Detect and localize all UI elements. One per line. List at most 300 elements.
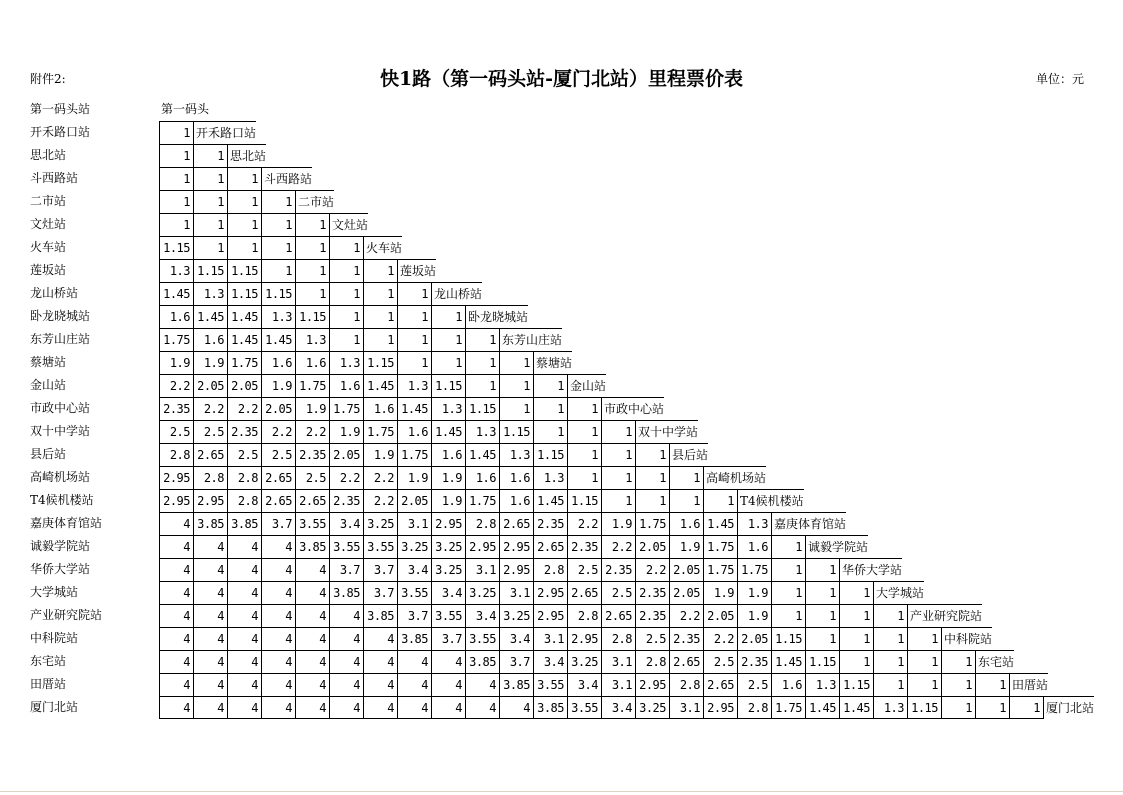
fare-cell: 4 <box>295 581 329 604</box>
fare-cell: 1.3 <box>329 351 363 374</box>
fare-cell: 2.65 <box>499 512 533 535</box>
fare-cell: 1 <box>941 696 975 719</box>
fare-cell: 1 <box>261 236 295 259</box>
fare-cell: 2.35 <box>329 489 363 512</box>
fare-cell: 2.95 <box>533 604 567 627</box>
fare-cell: 1.75 <box>159 328 193 351</box>
fare-cell: 2.5 <box>159 420 193 443</box>
fare-cell: 1.3 <box>431 397 465 420</box>
fare-cell: 2.2 <box>567 512 601 535</box>
fare-cell: 4 <box>193 696 227 719</box>
diagonal-station-label: 东宅站 <box>975 650 1014 673</box>
fare-cell: 2.35 <box>533 512 567 535</box>
fare-cell: 1 <box>873 673 907 696</box>
fare-cell: 1 <box>193 144 227 167</box>
fare-cell: 3.85 <box>533 696 567 719</box>
fare-cell: 2.65 <box>567 581 601 604</box>
fare-cell: 3.4 <box>431 581 465 604</box>
fare-cell: 1 <box>227 190 261 213</box>
fare-cell: 2.35 <box>295 443 329 466</box>
diagonal-station-label: 文灶站 <box>329 213 368 236</box>
fare-cell: 2.2 <box>635 558 669 581</box>
fare-cell: 1 <box>431 328 465 351</box>
fare-cell: 4 <box>159 696 193 719</box>
fare-cell: 1.3 <box>193 282 227 305</box>
fare-cell: 1 <box>193 190 227 213</box>
fare-cell: 1 <box>771 535 805 558</box>
row-station-label: 思北站 <box>30 148 67 162</box>
fare-cell: 1.75 <box>635 512 669 535</box>
fare-cell: 1.9 <box>329 420 363 443</box>
fare-cell: 1.9 <box>669 535 703 558</box>
fare-cell: 3.25 <box>431 558 465 581</box>
fare-cell: 2.05 <box>669 581 703 604</box>
diagonal-station-label: 高崎机场站 <box>703 466 766 489</box>
fare-cell: 2.8 <box>227 466 261 489</box>
row-station-label: 市政中心站 <box>30 401 91 415</box>
fare-cell: 1 <box>533 420 567 443</box>
fare-cell: 4 <box>193 627 227 650</box>
row-station-label: 金山站 <box>30 378 67 392</box>
fare-cell: 1.15 <box>499 420 533 443</box>
fare-cell: 2.2 <box>703 627 737 650</box>
fare-cell: 1.15 <box>805 650 839 673</box>
diagonal-station-label: 龙山桥站 <box>431 282 482 305</box>
fare-cell: 1.6 <box>669 512 703 535</box>
fare-cell: 1.9 <box>703 581 737 604</box>
diagonal-station-label: 莲坂站 <box>397 259 436 282</box>
fare-cell: 4 <box>193 581 227 604</box>
diagonal-station-label: 嘉庚体育馆站 <box>771 512 846 535</box>
fare-cell: 3.1 <box>601 673 635 696</box>
fare-cell: 3.55 <box>567 696 601 719</box>
row-station-label: 二市站 <box>30 194 67 208</box>
fare-cell: 4 <box>329 673 363 696</box>
fare-cell: 2.8 <box>669 673 703 696</box>
fare-cell: 3.1 <box>533 627 567 650</box>
fare-cell: 2.95 <box>431 512 465 535</box>
fare-cell: 2.8 <box>635 650 669 673</box>
fare-cell: 1 <box>159 190 193 213</box>
fare-cell: 1.9 <box>601 512 635 535</box>
fare-cell: 1.75 <box>363 420 397 443</box>
fare-cell: 2.2 <box>363 489 397 512</box>
fare-cell: 1.3 <box>295 328 329 351</box>
fare-cell: 1.45 <box>159 282 193 305</box>
fare-cell: 1 <box>465 351 499 374</box>
fare-cell: 1 <box>873 650 907 673</box>
fare-cell: 2.05 <box>261 397 295 420</box>
diagonal-station-label: 思北站 <box>227 144 266 167</box>
fare-cell: 4 <box>261 696 295 719</box>
fare-cell: 1.3 <box>873 696 907 719</box>
fare-cell: 2.65 <box>193 443 227 466</box>
fare-cell: 2.95 <box>567 627 601 650</box>
fare-cell: 3.55 <box>465 627 499 650</box>
fare-cell: 1.15 <box>533 443 567 466</box>
fare-cell: 2.5 <box>635 627 669 650</box>
fare-cell: 1 <box>805 558 839 581</box>
fare-cell: 1 <box>601 489 635 512</box>
fare-cell: 1 <box>465 328 499 351</box>
fare-cell: 2.05 <box>227 374 261 397</box>
fare-cell: 3.55 <box>363 535 397 558</box>
fare-cell: 2.5 <box>261 443 295 466</box>
fare-cell: 1 <box>159 213 193 236</box>
fare-cell: 1 <box>975 673 1009 696</box>
fare-cell: 2.65 <box>261 489 295 512</box>
diagonal-station-label: 火车站 <box>363 236 402 259</box>
fare-cell: 1.9 <box>737 581 771 604</box>
fare-cell: 2.2 <box>363 466 397 489</box>
fare-cell: 3.7 <box>397 604 431 627</box>
fare-cell: 4 <box>295 604 329 627</box>
fare-cell: 2.65 <box>601 604 635 627</box>
fare-cell: 1.6 <box>295 351 329 374</box>
diagonal-station-label: 田厝站 <box>1009 673 1048 696</box>
fare-cell: 3.25 <box>499 604 533 627</box>
fare-cell: 4 <box>227 581 261 604</box>
fare-cell: 2.65 <box>261 466 295 489</box>
fare-cell: 1.45 <box>363 374 397 397</box>
fare-cell: 4 <box>363 650 397 673</box>
fare-cell: 1.6 <box>737 535 771 558</box>
fare-cell: 1.45 <box>533 489 567 512</box>
fare-cell: 3.25 <box>635 696 669 719</box>
fare-cell: 2.65 <box>669 650 703 673</box>
fare-cell: 3.85 <box>227 512 261 535</box>
row-station-label: 火车站 <box>30 240 67 254</box>
fare-cell: 1 <box>329 236 363 259</box>
fare-cell: 3.25 <box>431 535 465 558</box>
fare-cell: 4 <box>295 650 329 673</box>
fare-cell: 1.75 <box>397 443 431 466</box>
fare-cell: 1.6 <box>193 328 227 351</box>
fare-cell: 2.95 <box>635 673 669 696</box>
fare-cell: 1.6 <box>771 673 805 696</box>
fare-cell: 1.3 <box>261 305 295 328</box>
fare-cell: 1 <box>669 489 703 512</box>
fare-cell: 1.3 <box>737 512 771 535</box>
diagonal-station-label: 中科院站 <box>941 627 992 650</box>
fare-cell: 3.4 <box>499 627 533 650</box>
fare-cell: 3.1 <box>397 512 431 535</box>
fare-cell: 3.85 <box>193 512 227 535</box>
fare-cell: 1 <box>193 236 227 259</box>
fare-cell: 4 <box>227 696 261 719</box>
fare-cell: 1 <box>227 236 261 259</box>
diagonal-station-label: 卧龙晓城站 <box>465 305 528 328</box>
fare-cell: 4 <box>363 627 397 650</box>
fare-cell: 1.6 <box>397 420 431 443</box>
fare-cell: 4 <box>261 535 295 558</box>
fare-cell: 4 <box>159 650 193 673</box>
fare-cell: 1 <box>295 282 329 305</box>
fare-cell: 2.95 <box>465 535 499 558</box>
row-station-label: 县后站 <box>30 447 67 461</box>
fare-cell: 4 <box>329 627 363 650</box>
fare-cell: 1.15 <box>295 305 329 328</box>
fare-cell: 1 <box>397 305 431 328</box>
fare-cell: 1 <box>567 397 601 420</box>
fare-cell: 1 <box>533 374 567 397</box>
row-station-label: 高崎机场站 <box>30 470 91 484</box>
fare-cell: 2.8 <box>193 466 227 489</box>
fare-cell: 2.2 <box>227 397 261 420</box>
row-station-label: 华侨大学站 <box>30 562 91 576</box>
fare-cell: 4 <box>227 604 261 627</box>
fare-cell: 1 <box>465 374 499 397</box>
fare-cell: 1 <box>941 650 975 673</box>
fare-cell: 4 <box>159 673 193 696</box>
fare-cell: 2.8 <box>465 512 499 535</box>
fare-cell: 1 <box>907 673 941 696</box>
fare-cell: 1.3 <box>397 374 431 397</box>
unit-label: 单位：元 <box>1036 72 1085 86</box>
row-station-label: T4候机楼站 <box>30 493 94 507</box>
fare-cell: 4 <box>397 673 431 696</box>
fare-cell: 1.3 <box>805 673 839 696</box>
fare-cell: 4 <box>261 627 295 650</box>
fare-cell: 1 <box>329 328 363 351</box>
fare-cell: 1 <box>363 328 397 351</box>
fare-cell: 2.8 <box>227 489 261 512</box>
fare-cell: 1.45 <box>193 305 227 328</box>
fare-cell: 1.6 <box>465 466 499 489</box>
fare-cell: 2.5 <box>737 673 771 696</box>
fare-cell: 1 <box>499 351 533 374</box>
diagonal-station-label: 东芳山庄站 <box>499 328 562 351</box>
fare-cell: 4 <box>261 581 295 604</box>
fare-cell: 1.9 <box>261 374 295 397</box>
fare-cell: 4 <box>261 673 295 696</box>
fare-cell: 1.6 <box>499 466 533 489</box>
fare-cell: 2.05 <box>193 374 227 397</box>
fare-cell: 1.9 <box>295 397 329 420</box>
fare-cell: 1 <box>431 305 465 328</box>
fare-cell: 3.55 <box>397 581 431 604</box>
fare-cell: 2.05 <box>737 627 771 650</box>
fare-cell: 1.9 <box>431 489 465 512</box>
fare-cell: 4 <box>431 673 465 696</box>
row-station-label: 斗西路站 <box>30 171 79 185</box>
fare-cell: 2.95 <box>499 535 533 558</box>
fare-cell: 2.05 <box>397 489 431 512</box>
fare-cell: 4 <box>397 650 431 673</box>
fare-cell: 1.75 <box>465 489 499 512</box>
fare-cell: 1 <box>567 420 601 443</box>
diagonal-station-label: 双十中学站 <box>635 420 698 443</box>
fare-cell: 3.4 <box>601 696 635 719</box>
fare-cell: 1 <box>771 558 805 581</box>
fare-cell: 1 <box>567 443 601 466</box>
fare-cell: 1.6 <box>431 443 465 466</box>
fare-cell: 2.2 <box>159 374 193 397</box>
row-station-label: 开禾路口站 <box>30 125 91 139</box>
fare-cell: 1.45 <box>805 696 839 719</box>
fare-cell: 1.9 <box>431 466 465 489</box>
attachment-label: 附件2: <box>30 72 66 86</box>
row-station-label: 产业研究院站 <box>30 608 103 622</box>
fare-cell: 1 <box>261 213 295 236</box>
fare-cell: 2.5 <box>227 443 261 466</box>
fare-cell: 1 <box>295 236 329 259</box>
diagonal-station-label: 大学城站 <box>873 581 924 604</box>
fare-cell: 1 <box>907 650 941 673</box>
fare-cell: 1 <box>873 604 907 627</box>
fare-cell: 2.35 <box>159 397 193 420</box>
fare-cell: 1 <box>601 443 635 466</box>
fare-cell: 2.2 <box>193 397 227 420</box>
fare-cell: 1 <box>669 466 703 489</box>
fare-cell: 4 <box>397 696 431 719</box>
fare-cell: 3.4 <box>465 604 499 627</box>
fare-cell: 1 <box>363 259 397 282</box>
fare-cell: 4 <box>193 604 227 627</box>
row-station-label: 中科院站 <box>30 631 79 645</box>
fare-cell: 2.35 <box>601 558 635 581</box>
fare-cell: 1 <box>839 627 873 650</box>
fare-cell: 1 <box>193 213 227 236</box>
fare-cell: 1.45 <box>703 512 737 535</box>
fare-cell: 3.55 <box>533 673 567 696</box>
fare-cell: 2.2 <box>669 604 703 627</box>
fare-cell: 3.85 <box>397 627 431 650</box>
fare-cell: 1.75 <box>703 558 737 581</box>
fare-cell: 1.9 <box>159 351 193 374</box>
fare-cell: 1.75 <box>737 558 771 581</box>
fare-cell: 1 <box>941 673 975 696</box>
fare-cell: 1 <box>805 627 839 650</box>
fare-cell: 1.15 <box>261 282 295 305</box>
fare-cell: 2.65 <box>703 673 737 696</box>
fare-cell: 1 <box>839 604 873 627</box>
fare-cell: 1 <box>261 190 295 213</box>
fare-cell: 1 <box>329 259 363 282</box>
fare-cell: 4 <box>329 696 363 719</box>
fare-cell: 3.7 <box>363 581 397 604</box>
fare-cell: 4 <box>227 627 261 650</box>
fare-cell: 1 <box>363 305 397 328</box>
fare-cell: 1.45 <box>227 305 261 328</box>
fare-cell: 2.35 <box>567 535 601 558</box>
fare-cell: 4 <box>465 696 499 719</box>
fare-cell: 1 <box>635 443 669 466</box>
fare-cell: 2.5 <box>295 466 329 489</box>
fare-cell: 1.9 <box>737 604 771 627</box>
fare-cell: 3.4 <box>329 512 363 535</box>
fare-cell: 1.75 <box>703 535 737 558</box>
row-station-label: 诚毅学院站 <box>30 539 91 553</box>
fare-cell: 2.8 <box>601 627 635 650</box>
fare-cell: 1 <box>533 397 567 420</box>
fare-cell: 1 <box>499 374 533 397</box>
fare-cell: 4 <box>465 673 499 696</box>
fare-cell: 4 <box>431 650 465 673</box>
fare-cell: 1.45 <box>397 397 431 420</box>
fare-cell: 2.95 <box>159 466 193 489</box>
fare-cell: 1.6 <box>499 489 533 512</box>
fare-cell: 3.55 <box>431 604 465 627</box>
diagonal-station-label: 斗西路站 <box>261 167 312 190</box>
fare-cell: 3.7 <box>363 558 397 581</box>
fare-cell: 1 <box>1009 696 1043 719</box>
diagonal-station-label: 开禾路口站 <box>193 121 256 144</box>
fare-cell: 2.2 <box>261 420 295 443</box>
fare-cell: 2.35 <box>635 604 669 627</box>
fare-cell: 1.15 <box>363 351 397 374</box>
row-station-label: 厦门北站 <box>30 700 79 714</box>
fare-cell: 2.8 <box>533 558 567 581</box>
fare-cell: 2.5 <box>193 420 227 443</box>
fare-cell: 4 <box>159 558 193 581</box>
fare-cell: 4 <box>295 673 329 696</box>
fare-cell: 1 <box>805 604 839 627</box>
fare-cell: 1.15 <box>771 627 805 650</box>
fare-cell: 1 <box>975 696 1009 719</box>
fare-cell: 2.5 <box>567 558 601 581</box>
fare-cell: 3.7 <box>431 627 465 650</box>
fare-cell: 1 <box>703 489 737 512</box>
fare-cell: 1.45 <box>839 696 873 719</box>
fare-cell: 1 <box>907 627 941 650</box>
diagonal-station-label: 县后站 <box>669 443 708 466</box>
fare-cell: 2.95 <box>193 489 227 512</box>
fare-cell: 3.7 <box>329 558 363 581</box>
diagonal-station-label: 诚毅学院站 <box>805 535 868 558</box>
fare-cell: 1 <box>771 604 805 627</box>
row-station-label: 大学城站 <box>30 585 79 599</box>
fare-cell: 4 <box>159 604 193 627</box>
fare-cell: 4 <box>295 558 329 581</box>
fare-cell: 3.55 <box>295 512 329 535</box>
fare-cell: 1.9 <box>363 443 397 466</box>
fare-cell: 3.4 <box>533 650 567 673</box>
fare-cell: 1.45 <box>431 420 465 443</box>
diagonal-station-label: 厦门北站 <box>1043 696 1094 719</box>
fare-cell: 1.45 <box>261 328 295 351</box>
row-station-label: 嘉庚体育馆站 <box>30 516 103 530</box>
fare-cell: 2.95 <box>159 489 193 512</box>
page-title: 快1路（第一码头站-厦门北站）里程票价表 <box>379 68 744 90</box>
fare-cell: 3.1 <box>601 650 635 673</box>
row-station-label: 卧龙晓城站 <box>30 309 91 323</box>
fare-cell: 3.1 <box>669 696 703 719</box>
fare-cell: 3.85 <box>295 535 329 558</box>
fare-cell: 2.95 <box>499 558 533 581</box>
fare-cell: 4 <box>159 581 193 604</box>
fare-cell: 1 <box>499 397 533 420</box>
fare-cell: 2.05 <box>669 558 703 581</box>
fare-cell: 2.35 <box>227 420 261 443</box>
fare-cell: 1 <box>567 466 601 489</box>
fare-cell: 4 <box>363 696 397 719</box>
fare-cell: 1 <box>363 282 397 305</box>
fare-cell: 1.6 <box>261 351 295 374</box>
fare-cell: 1.6 <box>159 305 193 328</box>
fare-cell: 1.3 <box>533 466 567 489</box>
diagonal-station-label: 市政中心站 <box>601 397 664 420</box>
diagonal-station-label: 金山站 <box>567 374 606 397</box>
fare-cell: 4 <box>431 696 465 719</box>
row-station-label: 田厝站 <box>30 677 67 691</box>
fare-cell: 1 <box>295 213 329 236</box>
row-station-label: 蔡塘站 <box>30 355 67 369</box>
fare-cell: 1.15 <box>465 397 499 420</box>
fare-cell: 1.3 <box>159 259 193 282</box>
page-footer-divider <box>0 791 1123 792</box>
fare-cell: 1 <box>397 328 431 351</box>
